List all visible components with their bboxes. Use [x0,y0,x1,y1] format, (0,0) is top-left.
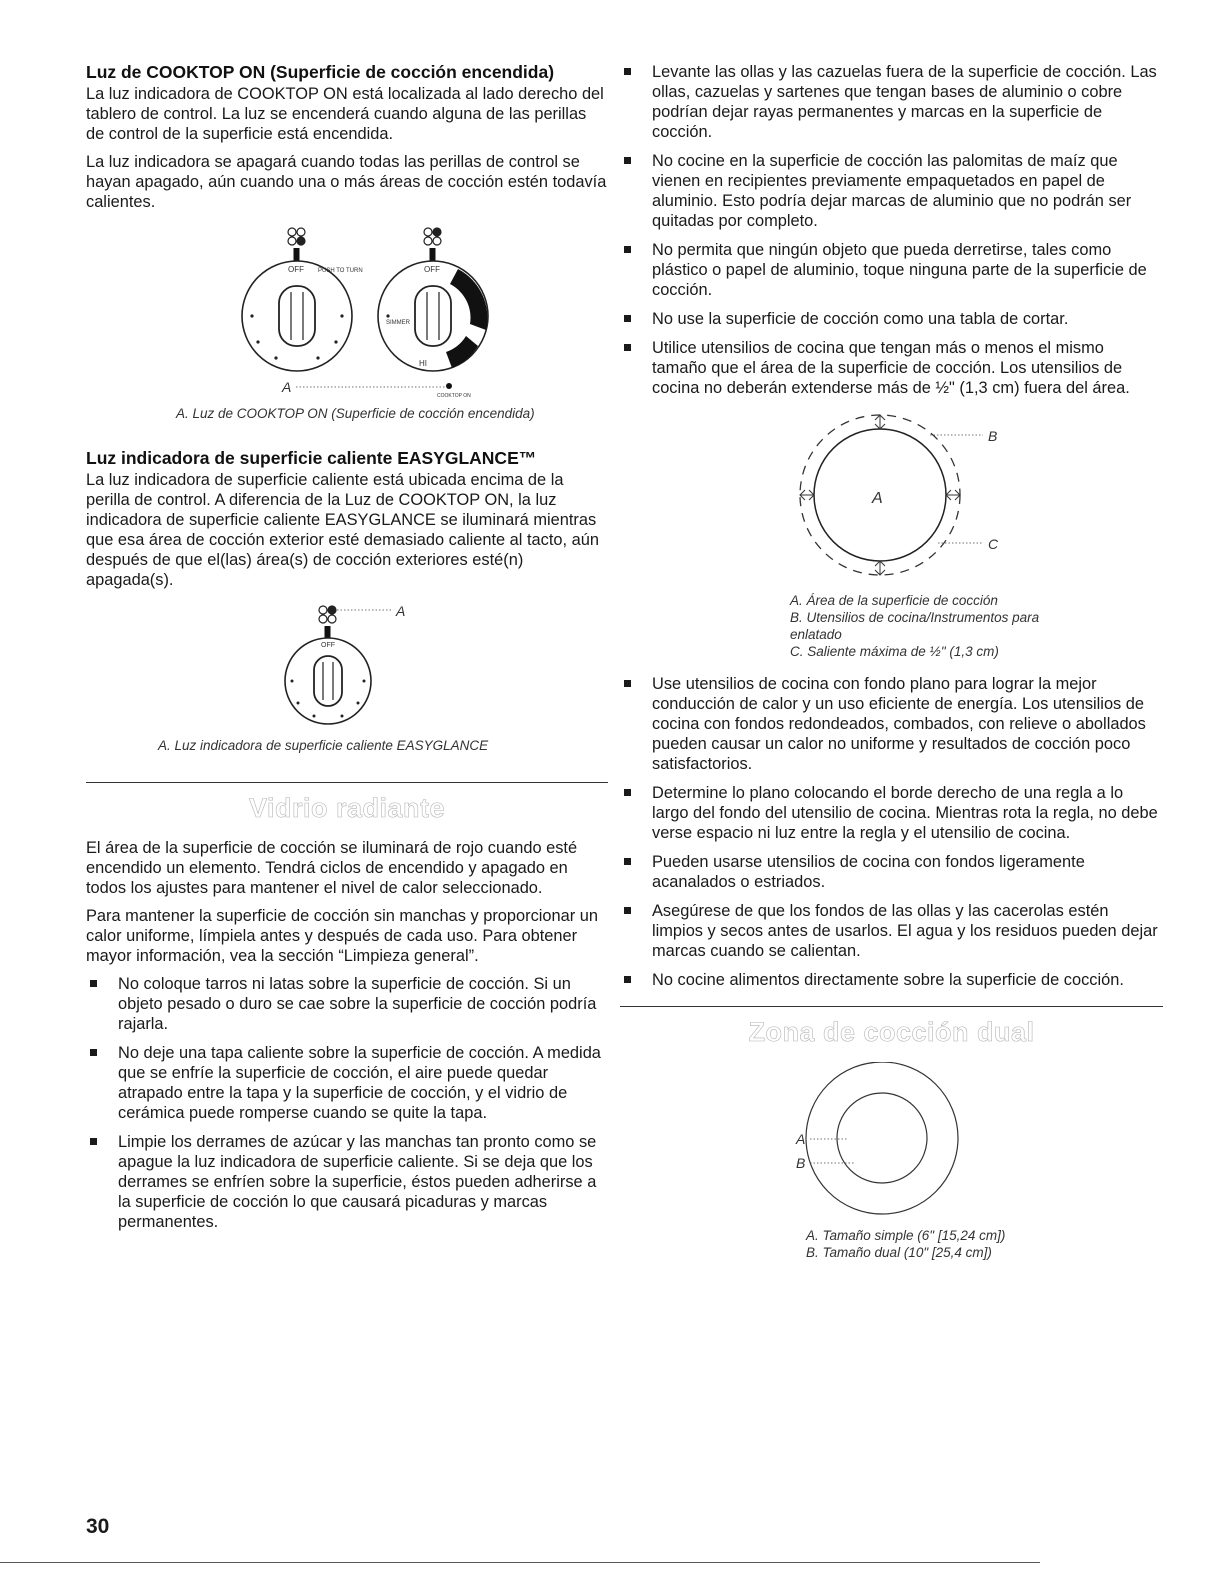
list-item: Utilice utensilios de cocina que tengan más o menos el mismo tamaño que el área de la superficie de cocción. Los utensilios de cocina no deberán extenderse más de ½" (1,3 cm) fuera del área. [620,338,1163,398]
bullet-square-icon [624,976,631,983]
indicator-lights-right [424,228,441,245]
caption-single-size: A. Tamaño simple (6" [15,24 cm]) [806,1228,1006,1243]
cooktop-on-heading: Luz de COOKTOP ON (Superficie de cocción encendida) [86,62,555,82]
single-size-circle [837,1093,927,1183]
cookware-bullet-list-bottom [620,674,1163,990]
radiant-para-1: El área de la superficie de cocción se iluminará de rojo cuando esté encendido un elemento. Tendrá ciclos de encendido y apagado en todos los ajustes para mantener el nivel de calor seleccionado. [86,839,578,897]
svg-text:A: A [396,603,406,619]
svg-text:OFF: OFF [424,265,440,274]
svg-text:OFF: OFF [321,642,335,649]
easyglance-para: La luz indicadora de superficie caliente está ubicada encima de la perilla de control. A diferencia de la Luz de COOKTOP ON, la luz indicadora de superficie caliente EASYGLANCE se iluminará mientras que esa área de cocción exterior esté demasiado caliente al tacto, aún después de que el(las) área(s) de cocción exteriores esté(n) apagada(s). [86,471,599,589]
hot-surface-lights [319,606,336,623]
cooktop-on-para-2: La luz indicadora se apagará cuando todas las perillas de control se hayan apagado, aún cuando una o más áreas de cocción estén todavía calientes. [86,153,607,211]
svg-text:HI: HI [419,359,427,368]
svg-text:OFF: OFF [288,265,304,274]
bullet-square-icon [624,680,631,687]
dual-size-circle [806,1062,958,1214]
svg-text:COOKTOP ON: COOKTOP ON [437,393,471,398]
svg-text:B: B [988,428,998,444]
right-column [620,62,1163,1261]
cooktop-knobs-illustration [86,220,608,398]
cooktop-on-para-1: La luz indicadora de COOKTOP ON está localizada al lado derecho del tablero de control. La luz se encenderá cuando alguna de las perillas de control de la superficie está encendida. [86,85,604,143]
cookware-size-figure [620,407,1163,588]
easyglance-heading: Luz indicadora de superficie caliente EASYGLANCE™ [86,448,537,468]
control-knob-left [242,261,363,371]
list-item: No deje una tapa caliente sobre la superficie de cocción. A medida que se enfríe la superficie de cocción, el aire puede quedar atrapado entre la tapa y la superficie de cocción, y el vidrio de cerámica puede romperse cuando se quite la tapa. [86,1043,608,1123]
radiant-bullet-list [86,974,608,1232]
caption-c: C. Saliente máxima de ½" (1,3 cm) [790,644,999,659]
svg-text:SIMMER: SIMMER [386,320,410,326]
dual-zone-title: Zona de cocción dual [748,1017,1035,1047]
radiant-glass-title: Vidrio radiante [248,793,446,823]
svg-text:B: B [796,1155,806,1171]
svg-text:A: A [872,490,883,507]
list-item: No cocine alimentos directamente sobre la superficie de cocción. [620,970,1163,990]
caption-a: A. Área de la superficie de cocción [790,593,998,608]
easyglance-figure [86,598,608,731]
indicator-lights-left [288,228,305,245]
bullet-square-icon [624,68,631,75]
bullet-square-icon [90,1138,97,1145]
list-item: No use la superficie de cocción como una tabla de cortar. [620,309,1163,329]
svg-text:A: A [282,379,292,395]
list-item: No coloque tarros ni latas sobre la superficie de cocción. Si un objeto pesado o duro se cae sobre la superficie de cocción podría rajarla. [86,974,608,1034]
bullet-square-icon [624,246,631,253]
page-bottom-rule [0,1562,1040,1563]
list-item: Pueden usarse utensilios de cocina con fondos ligeramente acanalados o estriados. [620,852,1163,892]
cookware-size-illustration [620,407,1163,583]
cooktop-on-caption: A. Luz de COOKTOP ON (Superficie de cocción encendida) [176,406,535,421]
list-item: No permita que ningún objeto que pueda derretirse, tales como plástico o papel de aluminio, toque ninguna parte de la superficie de cocción. [620,240,1163,300]
bullet-square-icon [624,157,631,164]
bullet-square-icon [624,315,631,322]
list-item: Asegúrese de que los fondos de las ollas y las cacerolas estén limpios y secos antes de usarlos. El agua y los residuos pueden dejar marcas cuando se calientan. [620,901,1163,961]
list-item: No cocine en la superficie de cocción las palomitas de maíz que vienen en recipientes previamente empaquetados en papel de aluminio. Esto podría dejar marcas de aluminio que no podrán ser quitadas por completo. [620,151,1163,231]
bullet-square-icon [624,858,631,865]
cooktop-knobs-figure [86,220,608,403]
svg-text:C: C [988,536,999,552]
dual-zone-illustration [620,1062,1163,1220]
section-divider-right [620,1006,1163,1007]
section-divider-left [86,782,608,783]
bullet-square-icon [90,980,97,987]
caption-b: B. Utensilios de cocina/Instrumentos para enlatado [790,610,1040,642]
cookware-bullet-list-top [620,62,1163,398]
bullet-square-icon [624,344,631,351]
list-item: Levante las ollas y las cazuelas fuera de la superficie de cocción. Las ollas, cazuelas y sartenes que tengan bases de aluminio o cobre podrían dejar rayas permanentes y marcas en la superficie de cocción. [620,62,1163,142]
dual-zone-captions [806,1227,1163,1261]
bullet-square-icon [624,907,631,914]
svg-text:PUSH TO TURN: PUSH TO TURN [318,268,363,274]
list-item: Use utensilios de cocina con fondo plano para lograr la mejor conducción de calor y un uso eficiente de energía. Los utensilios de cocina con fondos redondeados, combados, con relieve o abollados pueden causar un calor no uniforme y resultados de cocción poco satisfactorios. [620,674,1163,774]
list-item: Determine lo plano colocando el borde derecho de una regla a lo largo del fondo del utensilio de cocina. Mientras rota la regla, no debe verse espacio ni luz entre la regla y el utensilio de cocina. [620,783,1163,843]
bullet-square-icon [90,1049,97,1056]
list-item: Limpie los derrames de azúcar y las manchas tan pronto como se apague la luz indicadora de superficie caliente. Si se deja que los derrames se enfríen sobre la superficie, éstos pueden adherirse a la superficie de cocción lo que causará picaduras y marcas permanentes. [86,1132,608,1232]
caption-dual-size: B. Tamaño dual (10" [25,4 cm]) [806,1245,992,1260]
cookware-captions [790,592,1163,660]
easyglance-caption: A. Luz indicadora de superficie caliente EASYGLANCE [158,738,489,753]
bullet-square-icon [624,789,631,796]
left-column [86,62,608,1241]
control-knob-right [378,261,488,371]
svg-text:A: A [796,1131,806,1147]
dual-zone-figure [620,1062,1163,1225]
control-knob-easyglance [285,638,371,724]
radiant-para-2: Para mantener la superficie de cocción sin manchas y proporcionar un calor uniforme, límpiela antes y después de cada uso. Para obtener mayor información, vea la sección “Limpieza general”. [86,907,599,965]
easyglance-knob-illustration [86,598,608,726]
page-number: 30 [86,1515,110,1538]
